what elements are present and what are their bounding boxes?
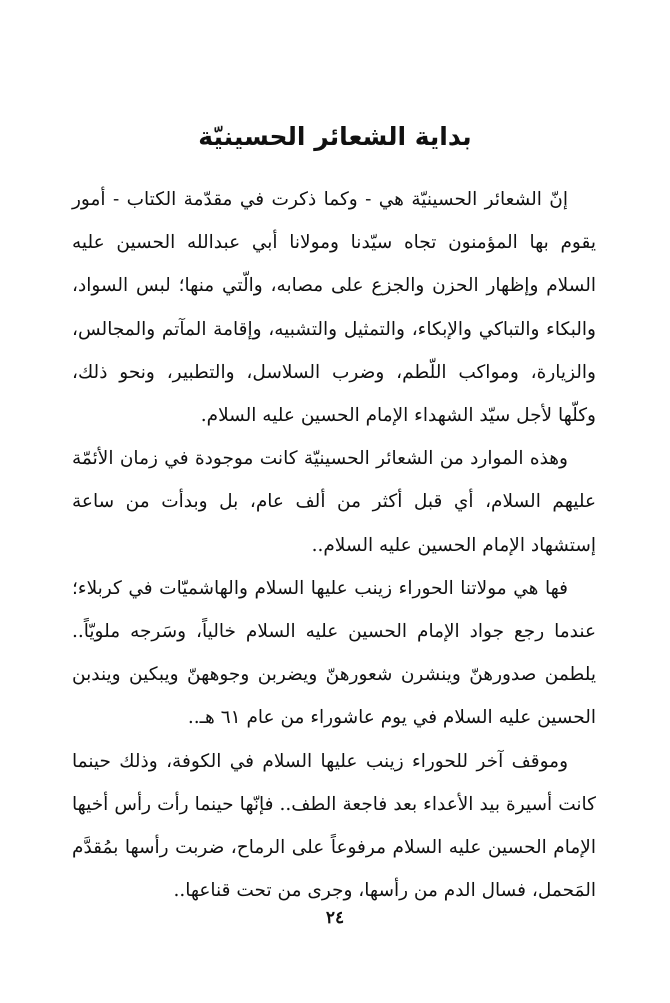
- paragraph-3: فها هي مولاتنا الحوراء زينب عليها السلام والهاشميّات في كربلاء؛ عندما رجع جواد الإمام الحسين عليه السلام خالياً، وسَرجه ملويّاً.. يلطمن صدورهنّ وينشرن شعورهنّ ويضربن وجوههنّ ويبكين ويندبن الحسين عليه السلام في يوم عاشوراء من عام ٦١ هـ..: [72, 577, 596, 729]
- page-title: بداية الشعائر الحسينيّة: [198, 122, 472, 151]
- body-text: [72, 178, 596, 912]
- page-number: ٢٤: [325, 908, 345, 928]
- paragraph-2: وهذه الموارد من الشعائر الحسينيّة كانت موجودة في زمان الأئمّة عليهم السلام، أي قبل أكثر من ألف عام، بل وبدأت من ساعة إستشهاد الإمام الحسين عليه السلام..: [72, 448, 596, 556]
- paragraph-4: وموقف آخر للحوراء زينب عليها السلام في الكوفة، وذلك حينما كانت أسيرة بيد الأعداء بعد فاجعة الطف.. فإنّها حينما رأت رأس أخيها الإمام الحسين عليه السلام مرفوعاً على الرماح، ضربت رأسها بمُقدَّم المَحمل، فسال الدم من رأسها، وجرى من تحت قناعها..: [72, 750, 596, 902]
- paragraph-1: إنّ الشعائر الحسينيّة هي - وكما ذكرت في مقدّمة الكتاب - أمور يقوم بها المؤمنون تجاه سيّدنا ومولانا أبي عبدالله الحسين عليه السلام وإظهار الحزن والجزع على مصابه، والّتي منها؛ لبس السواد، والبكاء والتباكي والإبكاء، والتمثيل والتشبيه، وإقامة المآتم والمجالس، والزيارة، ومواكب اللّطم، وضرب السلاسل، والتطبير، ونحو ذلك، وكلّها لأجل سيّد الشهداء الإمام الحسين عليه السلام.: [72, 189, 596, 427]
